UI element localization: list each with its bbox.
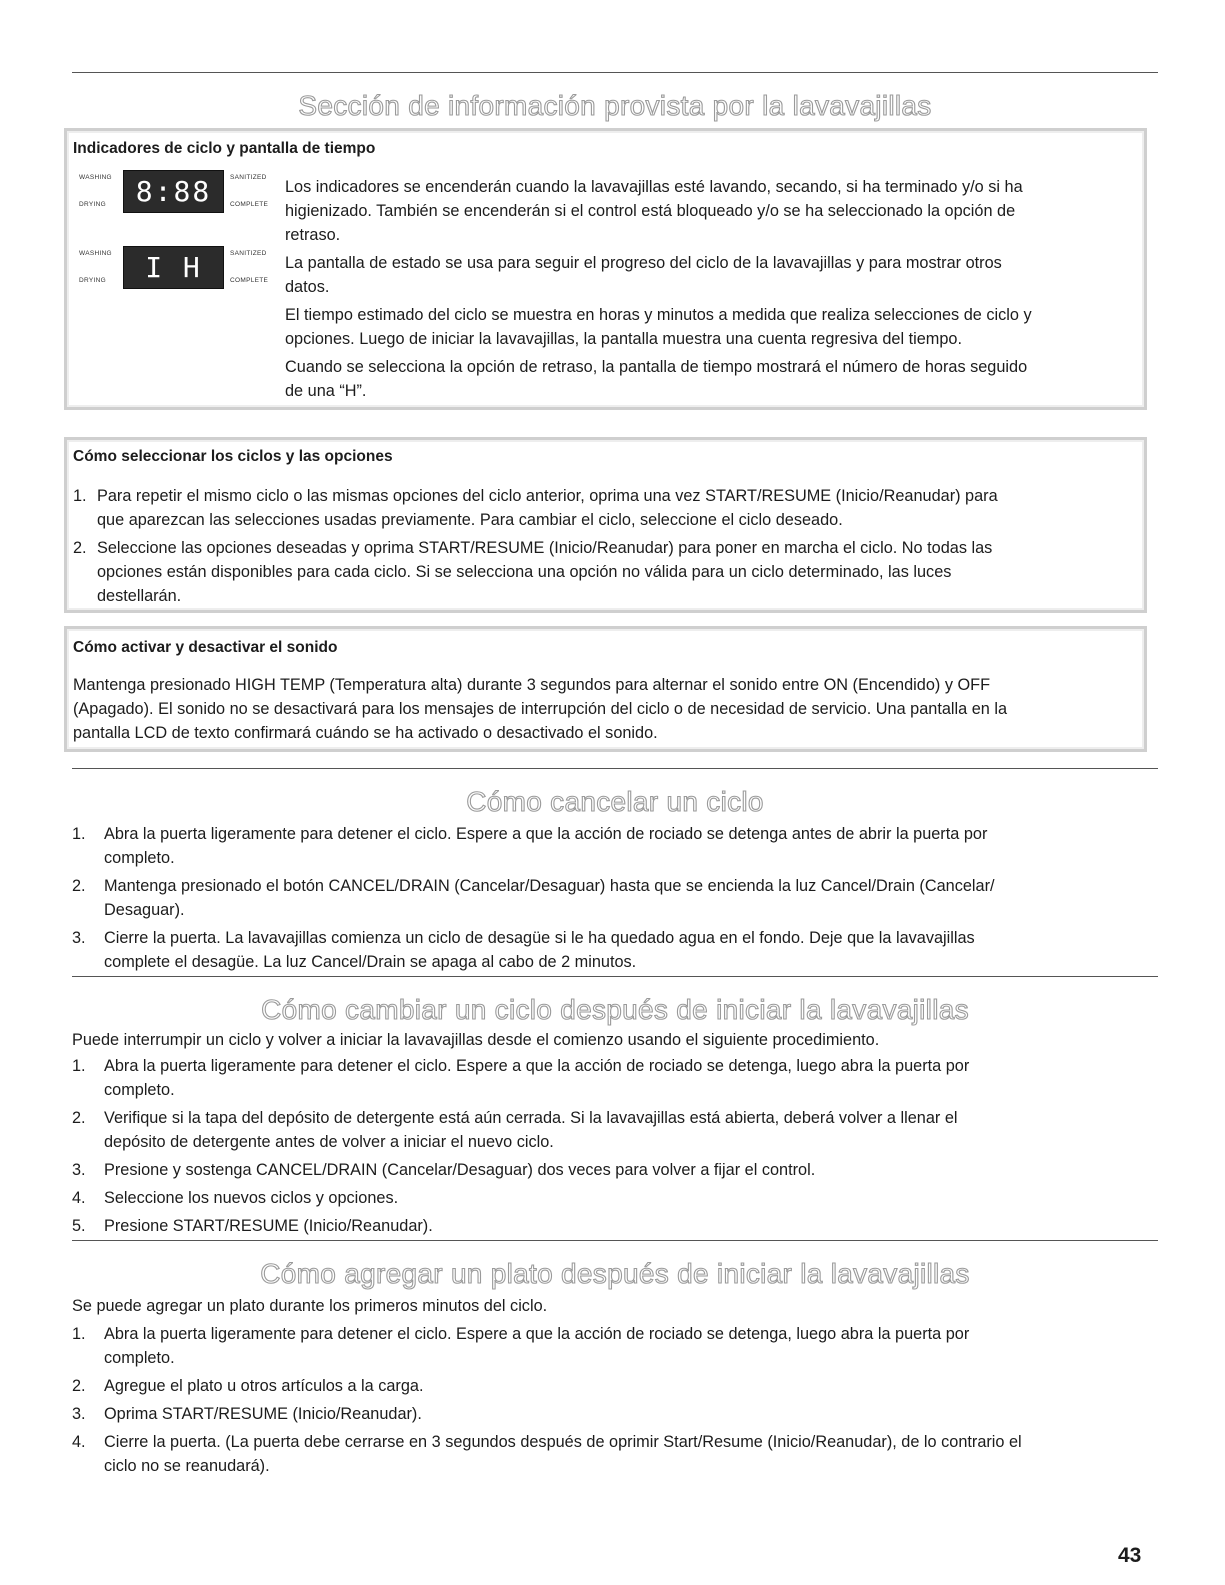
text-line: de una “H”.: [285, 382, 367, 400]
list-number: 1.: [72, 1057, 86, 1075]
washing-label: WASHING: [79, 250, 112, 257]
list-line: Seleccione las opciones deseadas y oprima START/RESUME (Inicio/Reanudar) para poner en marcha el ciclo. No todas las: [97, 539, 993, 557]
section-heading-info: Sección de información provista por la lavavajillas: [298, 90, 932, 121]
list-number: 1.: [73, 487, 87, 505]
cycle-indicators-panel: [64, 128, 1147, 410]
list-line: Para repetir el mismo ciclo o las mismas opciones del ciclo anterior, oprima una vez START/RESUME (Inicio/Reanudar) para: [97, 487, 998, 505]
section-intro: Puede interrumpir un ciclo y volver a iniciar la lavavajillas desde el comienzo usando el siguiente procedimiento.: [72, 1031, 880, 1049]
lcd-display: [123, 246, 224, 289]
text-line: opciones. Luego de iniciar la lavavajillas, la pantalla muestra una cuenta regresiva del tiempo.: [285, 330, 962, 348]
section-intro: Se puede agregar un plato durante los primeros minutos del ciclo.: [72, 1297, 548, 1315]
section-rule: [72, 1240, 1158, 1241]
list-number: 3.: [72, 1405, 86, 1423]
list-line: que aparezcan las selecciones usadas previamente. Para cambiar el ciclo, seleccione el ciclo deseado.: [97, 511, 843, 529]
drying-label: DRYING: [79, 201, 106, 208]
list-line: Cierre la puerta. La lavavajillas comienza un ciclo de desagüe si le ha quedado agua en el fondo. Deje que la lavavajillas: [104, 929, 975, 947]
section-heading-cancel: Cómo cancelar un ciclo: [466, 786, 764, 817]
text-line: retraso.: [285, 226, 341, 244]
list-line: completo.: [104, 1349, 175, 1367]
sound-toggle-panel: [64, 626, 1147, 752]
drying-label: DRYING: [79, 277, 106, 284]
text-line: higienizado. También se encenderán si el control está bloqueado y/o se ha seleccionado la opción de: [285, 202, 1016, 220]
list-number: 4.: [72, 1189, 86, 1207]
text-line: (Apagado). El sonido no se desactivará para los mensajes de interrupción del ciclo o de necesidad de servicio. Una pantalla en la: [73, 700, 1008, 718]
section-rule: [72, 976, 1158, 977]
panel-title: Cómo activar y desactivar el sonido: [73, 639, 338, 656]
list-line: Presione START/RESUME (Inicio/Reanudar).: [104, 1217, 433, 1235]
list-line: Abra la puerta ligeramente para detener el ciclo. Espere a que la acción de rociado se detenga, luego abra la puerta por: [104, 1057, 970, 1075]
complete-label: COMPLETE: [230, 201, 269, 208]
list-line: opciones están disponibles para cada ciclo. Si se selecciona una opción no válida para un ciclo determinado, las luces: [97, 563, 952, 581]
list-line: Abra la puerta ligeramente para detener el ciclo. Espere a que la acción de rociado se detenga antes de abrir la puerta por: [104, 825, 988, 843]
text-line: El tiempo estimado del ciclo se muestra en horas y minutos a medida que realiza selecciones de ciclo y: [285, 306, 1032, 324]
list-number: 5.: [72, 1217, 86, 1235]
lcd-readout: I H: [145, 251, 202, 284]
panel-title: Cómo seleccionar los ciclos y las opciones: [73, 448, 393, 465]
sanitized-label: SANITIZED: [230, 250, 267, 257]
section-heading-change-cycle: Cómo cambiar un ciclo después de iniciar la lavavajillas: [261, 994, 969, 1025]
list-number: 2.: [72, 1109, 86, 1127]
list-number: 3.: [72, 1161, 86, 1179]
section-rule: [72, 768, 1158, 769]
list-line: Agregue el plato u otros artículos a la carga.: [104, 1377, 424, 1395]
section-heading-add-dish: Cómo agregar un plato después de iniciar la lavavajillas: [260, 1258, 970, 1289]
list-number: 4.: [72, 1433, 86, 1451]
list-number: 2.: [72, 877, 86, 895]
list-line: completo.: [104, 1081, 175, 1099]
list-line: Desaguar).: [104, 901, 185, 919]
list-line: Presione y sostenga CANCEL/DRAIN (Cancelar/Desaguar) dos veces para volver a fijar el control.: [104, 1161, 816, 1179]
list-number: 2.: [72, 1377, 86, 1395]
list-number: 1.: [72, 825, 86, 843]
list-line: Abra la puerta ligeramente para detener el ciclo. Espere a que la acción de rociado se detenga, luego abra la puerta por: [104, 1325, 970, 1343]
list-number: 3.: [72, 929, 86, 947]
lcd-readout: 8:88: [135, 175, 212, 208]
text-line: La pantalla de estado se usa para seguir el progreso del ciclo de la lavavajillas y para mostrar otros: [285, 254, 1002, 272]
text-line: datos.: [285, 278, 330, 296]
list-line: Mantenga presionado el botón CANCEL/DRAIN (Cancelar/Desaguar) hasta que se encienda la luz Cancel/Drain (Cancelar/: [104, 877, 995, 895]
list-line: Seleccione los nuevos ciclos y opciones.: [104, 1189, 399, 1207]
complete-label: COMPLETE: [230, 277, 269, 284]
list-line: Verifique si la tapa del depósito de detergente está aún cerrada. Si la lavavajillas está abierta, deberá volver a llenar el: [104, 1109, 958, 1127]
sanitized-label: SANITIZED: [230, 174, 267, 181]
list-line: Oprima START/RESUME (Inicio/Reanudar).: [104, 1405, 422, 1423]
list-number: 2.: [73, 539, 87, 557]
list-line: ciclo no se reanudará).: [104, 1457, 270, 1475]
text-line: Cuando se selecciona la opción de retraso, la pantalla de tiempo mostrará el número de horas seguido: [285, 358, 1028, 376]
lcd-display: [123, 170, 224, 213]
top-rule: [72, 72, 1158, 73]
list-line: complete el desagüe. La luz Cancel/Drain se apaga al cabo de 2 minutos.: [104, 953, 637, 971]
text-line: Mantenga presionado HIGH TEMP (Temperatura alta) durante 3 segundos para alternar el sonido entre ON (Encendido) y OFF: [73, 676, 991, 694]
list-line: depósito de detergente antes de volver a iniciar el nuevo ciclo.: [104, 1133, 554, 1151]
list-line: destellarán.: [97, 587, 182, 605]
text-line: Los indicadores se encenderán cuando la lavavajillas esté lavando, secando, si ha terminado y/o si ha: [285, 178, 1023, 196]
page-number: 43: [1118, 1544, 1142, 1567]
list-line: completo.: [104, 849, 175, 867]
panel-title: Indicadores de ciclo y pantalla de tiempo: [73, 140, 376, 157]
text-line: pantalla LCD de texto confirmará cuándo se ha activado o desactivado el sonido.: [73, 724, 658, 742]
select-cycles-panel: [64, 437, 1147, 613]
washing-label: WASHING: [79, 174, 112, 181]
list-number: 1.: [72, 1325, 86, 1343]
list-line: Cierre la puerta. (La puerta debe cerrarse en 3 segundos después de oprimir Start/Resume (Inicio/Reanudar), de lo contrario el: [104, 1433, 1022, 1451]
